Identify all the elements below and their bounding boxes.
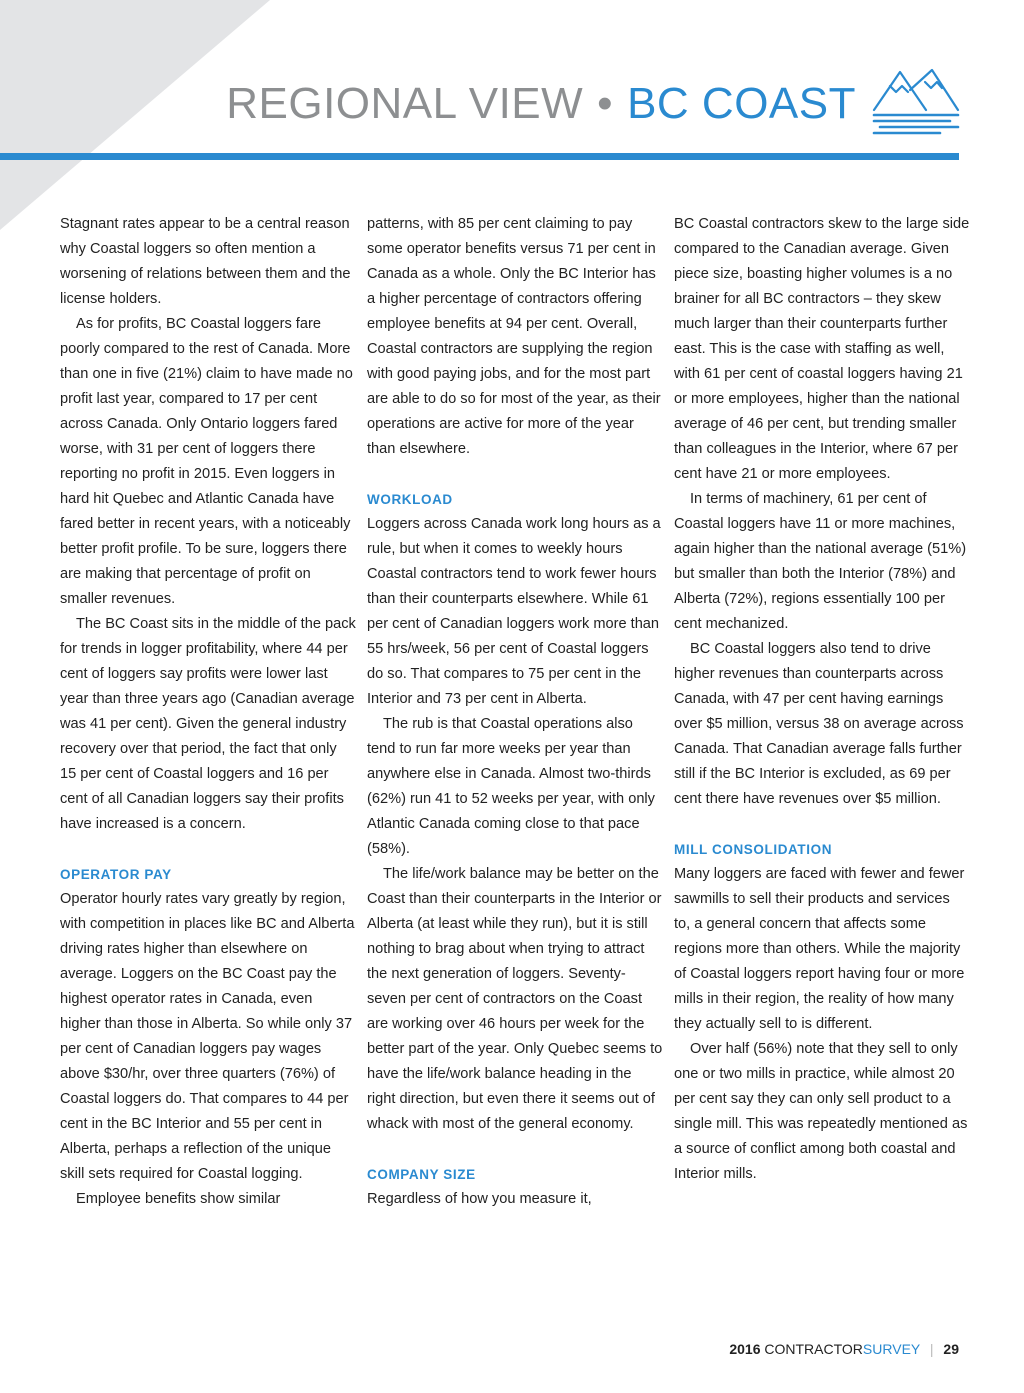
column-3 [674,212,970,1187]
title-regional-view: REGIONAL VIEW [226,79,584,128]
paragraph: Stagnant rates appear to be a central reason why Coastal loggers so often mention a worsening of relations between them and the license holders. [60,216,351,307]
paragraph: Operator hourly rates vary greatly by region, with competition in places like BC and Alberta driving rates higher than elsewhere on average. Loggers on the BC Coast pay the highest operator rates in Canada, even higher than those in Alberta. So while only 37 per cent of Canadian loggers pay wages above $30/hr, over three quarters (76%) of Coastal loggers do. That compares to 44 per cent in the BC Interior and 55 per cent in Alberta, perhaps a reflection of the unique skill sets required for Coastal logging. [60,891,355,1182]
paragraph: In terms of machinery, 61 per cent of Coastal loggers have 11 or more machines, again higher than the national average (51%) but smaller than both the Interior (78%) and Alberta (72%), regions essentially 100 per cent mechanized. [674,491,967,632]
paragraph: Many loggers are faced with fewer and fewer sawmills to sell their products and services to, a general concern that affects some regions more than others. While the majority of Coastal loggers report having four or more mills in their region, the reality of how many they actually sell to is different. [674,866,965,1032]
paragraph: BC Coastal contractors skew to the large side compared to the Canadian average. Given piece size, boasting higher volumes is a no brainer for all BC contractors – they skew much larger than their counterparts further east. This is the case with staffing as well, with 61 per cent of coastal loggers having 21 or more employees, higher than the national average of 46 per cent, but trending smaller than colleagues in the Interior, where 67 per cent have 21 or more employees. [674,216,970,482]
page-number: 29 [943,1341,959,1357]
paragraph: The life/work balance may be better on the Coast than their counterparts in the Interior or Alberta (at least while they run), but it is still nothing to brag about when trying to attract the next generation of loggers. Seventy-seven per cent of contractors on the Coast are working over 46 hours per week for the better part of the year. Only Quebec seems to have the life/work balance heading in the right direction, but even there it seems out of whack with most of the general economy. [367,866,663,1132]
paragraph: patterns, with 85 per cent claiming to pay some operator benefits versus 71 per cent in Canada as a whole. Only the BC Interior has a higher percentage of contractors offering employee benefits at 94 per cent. Overall, Coastal contractors are supplying the region with good paying jobs, and for the most part are able to do so for most of the year, as their operations are active for more of the year than elsewhere. [367,216,661,457]
page-footer [729,1340,959,1358]
paragraph: Employee benefits show similar [76,1191,281,1207]
paragraph: The rub is that Coastal operations also tend to run far more weeks per year than anywhere else in Canada. Almost two-thirds (62%) run 41 to 52 weeks per year, with only Atlantic Canada coming close to that pace (58%). [367,716,655,857]
footer-divider: | [929,1341,934,1357]
section-heading-company-size: COMPANY SIZE [367,1167,476,1182]
title-bc-coast: BC COAST [627,79,856,128]
page-title [226,76,856,132]
paragraph: BC Coastal loggers also tend to drive higher revenues than counterparts across Canada, with 47 per cent having earnings over $5 million, versus 38 on average across Canada. That Canadian average falls further still if the BC Interior is excluded, as 69 per cent there have revenues over $5 million. [674,641,964,807]
footer-survey: SURVEY [862,1341,920,1357]
section-heading-workload: WORKLOAD [367,492,453,507]
title-separator: • [597,79,614,128]
footer-contractor: CONTRACTOR [764,1341,863,1357]
mountains-water-icon [870,66,960,136]
paragraph: Loggers across Canada work long hours as a rule, but when it comes to weekly hours Coastal contractors tend to work fewer hours than their counterparts elsewhere. While 61 per cent of Canadian loggers work more than 55 hrs/week, 56 per cent of Coastal loggers do so. That compares to 75 per cent in the Interior and 73 per cent in Alberta. [367,516,661,707]
paragraph: As for profits, BC Coastal loggers fare poorly compared to the rest of Canada. More than one in five (21%) claim to have made no profit last year, compared to 17 per cent across Canada. Only Ontario loggers fared worse, with 31 per cent of loggers there reporting no profit in 2015. Even loggers in hard hit Quebec and Atlantic Canada have fared better in recent years, with a noticeably better profit profile. To be sure, loggers there are making that percentage of profit on smaller revenues. [60,316,353,607]
footer-year: 2016 [729,1341,761,1357]
paragraph: The BC Coast sits in the middle of the pack for trends in logger profitability, where 44 per cent of loggers say profits were lower last year than three years ago (Canadian average was 41 per cent). Given the general industry recovery over that period, the fact that only 15 per cent of Coastal loggers and 16 per cent of all Canadian loggers say their profits have increased is a concern. [60,616,356,832]
paragraph: Regardless of how you measure it, [367,1191,592,1207]
column-2 [367,212,663,1212]
paragraph: Over half (56%) note that they sell to only one or two mills in practice, while almost 20 per cent say they can only sell product to a single mill. This was repeatedly mentioned as a source of conflict among both coastal and Interior mills. [674,1041,968,1182]
header-rule [0,153,959,160]
section-heading-mill-consolidation: MILL CONSOLIDATION [674,842,833,857]
section-heading-operator-pay: OPERATOR PAY [60,867,172,882]
column-1 [60,212,356,1212]
